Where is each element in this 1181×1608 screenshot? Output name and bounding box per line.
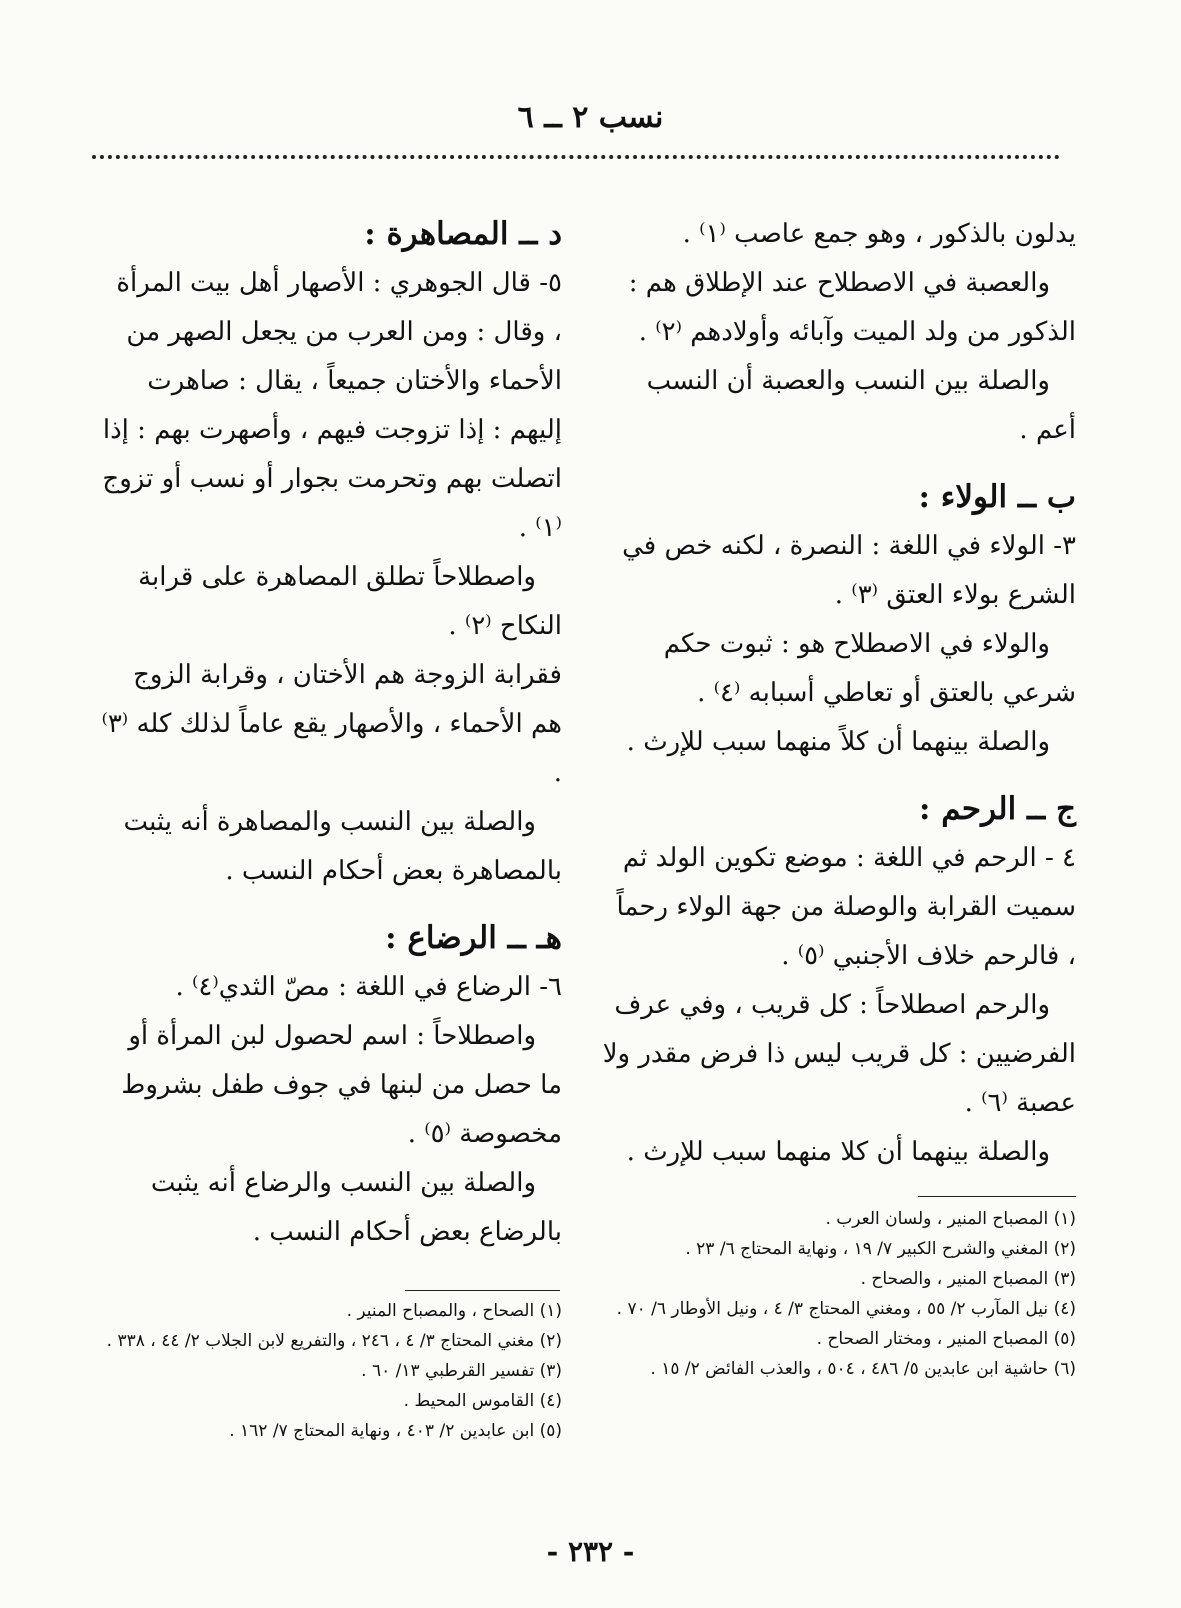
paragraph: ٦- الرضاع في اللغة : مصّ الثدي⁽٤⁾ . bbox=[175, 972, 562, 1002]
section-heading-rahim: ج ــ الرحم : bbox=[919, 791, 1076, 827]
footnote: (١) الصحاح ، والمصباح المنير . bbox=[346, 1301, 562, 1321]
footnote: (٤) القاموس المحيط . bbox=[403, 1391, 562, 1411]
paragraph: والولاء في الاصطلاح هو : ثبوت حكم شرعي بالعتق أو تعاطي أسبابه ⁽٤⁾ . bbox=[663, 629, 1076, 708]
paragraph: والرحم اصطلاحاً : كل قريب ، وفي عرف الفرضيين : كل قريب ليس ذا فرض مقدر ولا عصبة ⁽٦⁾ . bbox=[602, 990, 1076, 1118]
paragraph: والعصبة في الاصطلاح عند الإطلاق هم : الذكور من ولد الميت وآبائه وأولادهم ⁽٢⁾ . bbox=[628, 268, 1076, 347]
footnote: (٦) حاشية ابن عابدين ٥/ ٤٨٦ ، ٥٠٤ ، والعذب الفائض ٢/ ١٥ . bbox=[650, 1359, 1076, 1379]
paragraph: ٤ - الرحم في اللغة : موضع تكوين الولد ثم سميت القرابة والوصلة من جهة الولاء رحماً ، فالرحم خلاف الأجنبي ⁽٥⁾ . bbox=[616, 843, 1076, 971]
footnote: (٢) مغني المحتاج ٣/ ٤ ، ٢٤٦ ، والتفريع لابن الجلاب ٢/ ٤٤ ، ٣٣٨ . bbox=[106, 1331, 562, 1351]
footnote: (٥) المصباح المنير ، ومختار الصحاح . bbox=[816, 1329, 1076, 1349]
footnotes-left bbox=[100, 1296, 562, 1446]
paragraph: والصلة بينهما أن كلا منهما سبب للإرث . bbox=[626, 1137, 1050, 1167]
footnote: (٣) تفسير القرطبي ١٣/ ٦٠ . bbox=[361, 1361, 562, 1381]
paragraph: والصلة بين النسب والمصاهرة أنه يثبت بالمصاهرة بعض أحكام النسب . bbox=[123, 807, 562, 886]
footnote: (٢) المغني والشرح الكبير ٧/ ١٩ ، ونهاية المحتاج ٦/ ٢٣ . bbox=[685, 1239, 1076, 1259]
paragraph: والصلة بينهما أن كلاً منهما سبب للإرث . bbox=[626, 727, 1050, 757]
section-heading-musahara: د ــ المصاهرة : bbox=[364, 216, 562, 252]
footnote: (١) المصباح المنير ، ولسان العرب . bbox=[825, 1209, 1076, 1229]
paragraph: واصطلاحاً : اسم لحصول لبن المرأة أو ما حصل من لبنها في جوف طفل بشروط مخصوصة ⁽٥⁾ . bbox=[121, 1021, 562, 1149]
section-heading-rada: هـ ــ الرضاع : bbox=[385, 920, 562, 956]
page-number: - ٢٣٢ - bbox=[546, 1535, 635, 1568]
footnote: (٥) ابن عابدين ٢/ ٤٠٣ ، ونهاية المحتاج ٧/ ١٦٢ . bbox=[229, 1421, 562, 1441]
footnote-rule-right bbox=[918, 1196, 1076, 1197]
paragraph: فقرابة الزوجة هم الأختان ، وقرابة الزوج هم الأحماء ، والأصهار يقع عاماً لذلك كله ⁽٣⁾ . bbox=[101, 660, 562, 788]
paragraph: ٣- الولاء في اللغة : النصرة ، لكنه خص في الشرع بولاء العتق ⁽٣⁾ . bbox=[622, 531, 1076, 610]
left-column bbox=[100, 210, 562, 1257]
running-header: نسب ٢ ــ ٦ bbox=[517, 100, 664, 135]
paragraph: والصلة بين النسب والرضاع أنه يثبت بالرضاع بعض أحكام النسب . bbox=[150, 1168, 562, 1247]
paragraph: يدلون بالذكور ، وهو جمع عاصب ⁽١⁾ . bbox=[682, 219, 1076, 249]
paragraph: واصطلاحاً تطلق المصاهرة على قرابة النكاح ⁽٢⁾ . bbox=[138, 562, 562, 641]
footnotes-right bbox=[600, 1204, 1076, 1384]
section-heading-wala: ب ــ الولاء : bbox=[918, 479, 1076, 515]
right-column bbox=[600, 210, 1076, 1177]
paragraph: والصلة بين النسب والعصبة أن النسب أعم . bbox=[646, 366, 1076, 445]
footnote-rule-left bbox=[405, 1290, 560, 1291]
header-dotted-rule bbox=[92, 155, 1060, 159]
footnote: (٤) نيل المآرب ٢/ ٥٥ ، ومغني المحتاج ٣/ ٤ ، ونيل الأوطار ٦/ ٧٠ . bbox=[616, 1299, 1076, 1319]
footnote: (٣) المصباح المنير ، والصحاح . bbox=[860, 1269, 1076, 1289]
paragraph: ٥- قال الجوهري : الأصهار أهل بيت المرأة ، وقال : ومن العرب من يجعل الصهر من الأحماء والأختان جميعاً ، يقال : صاهرت إليهم : إذا تزوجت فيهم ، وأصهرت بهم : إذا اتصلت بهم وتحرمت بجوار أو نسب أو تزوج ⁽١⁾ . bbox=[102, 268, 562, 543]
